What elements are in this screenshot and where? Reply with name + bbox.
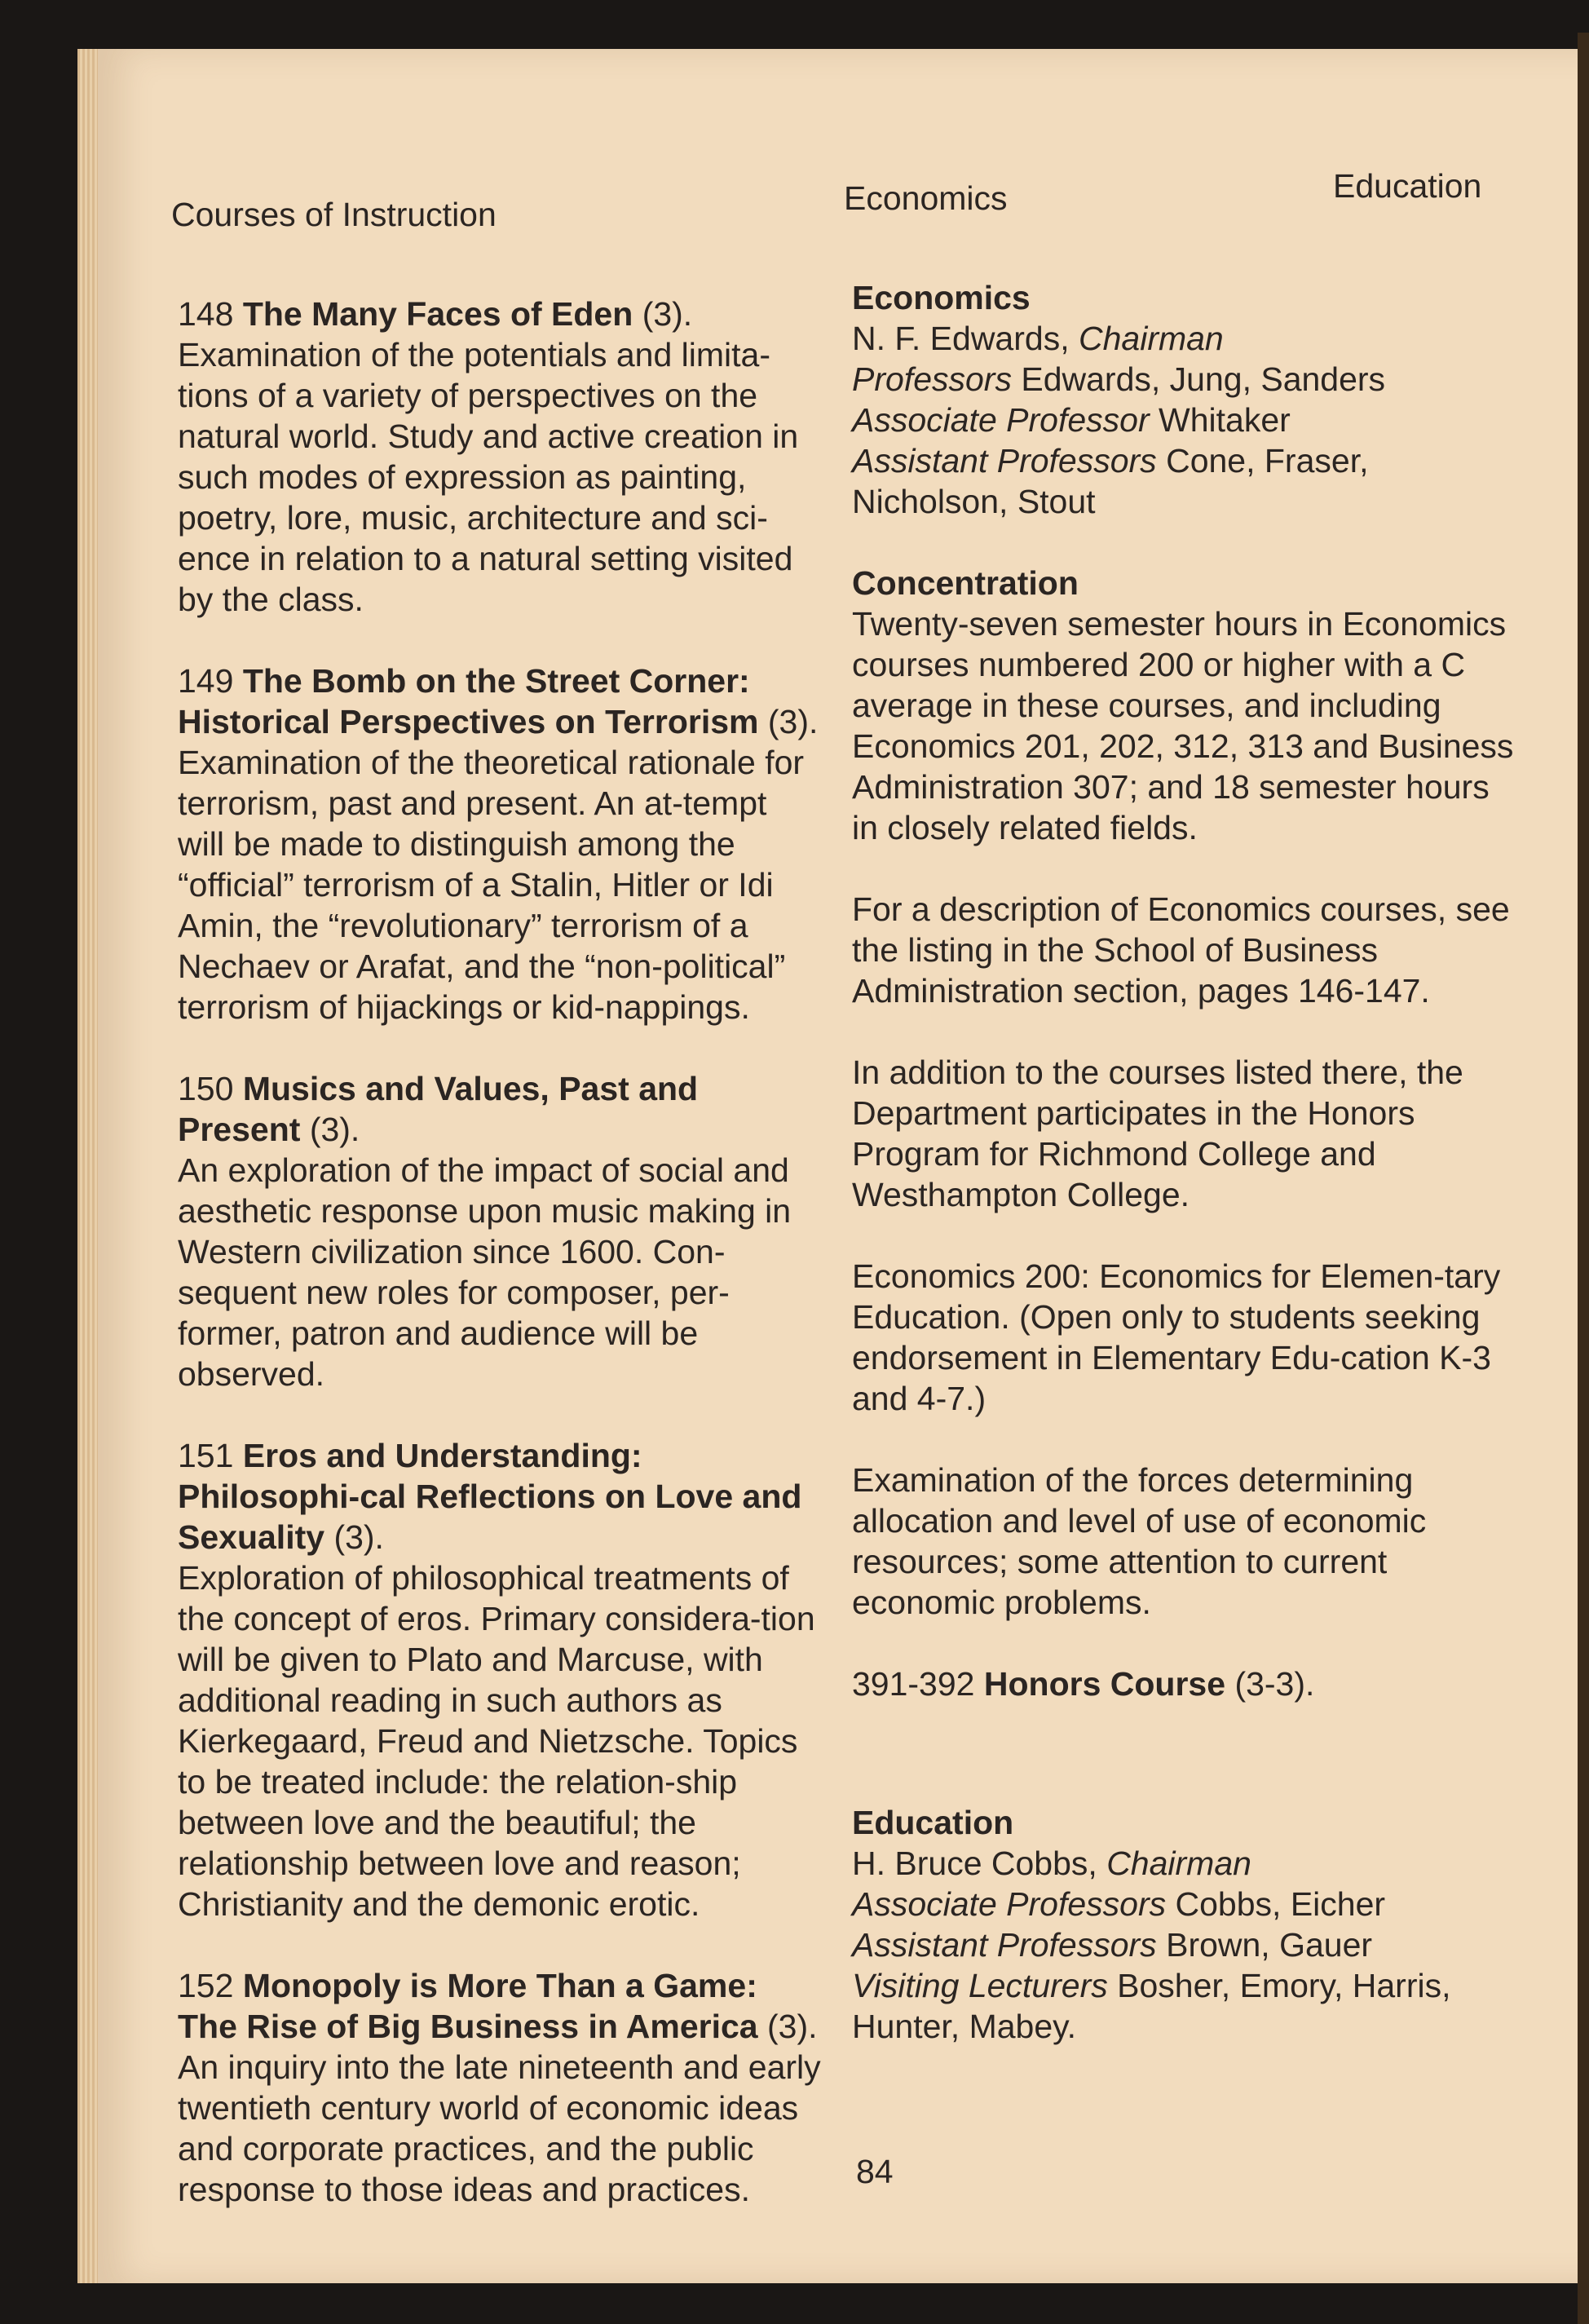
right-column [852, 277, 1521, 2047]
running-head-left: Courses of Instruction [171, 196, 497, 233]
economics-heading: Economics [852, 279, 1031, 316]
course-title: Monopoly is More Than a Game: The Rise of Big Business in America [178, 1967, 758, 2045]
economics-professors [852, 359, 1521, 400]
left-column [178, 294, 822, 2251]
course-description: Examination of the theoretical rationale for terrorism, past and present. An at-tempt will be made to distinguish among the “official” terrorism of a Stalin, Hitler or Idi Amin, the “revolutionary” terrorism of a Nechaev or Arafat, and the “non-political” terrorism of hijackings or kid-nappings. [178, 744, 805, 1026]
staff-name: N. F. Edwards, [852, 320, 1070, 357]
staff-name: H. Bruce Cobbs, [852, 1845, 1097, 1882]
course-title: Honors Course [983, 1665, 1226, 1703]
staff-name: Edwards, Jung, Sanders [1021, 360, 1386, 398]
staff-role: Assistant Professors [852, 442, 1157, 479]
course-credits: (3-3). [1234, 1665, 1315, 1703]
course-entry-148 [178, 294, 822, 620]
course-description: Examination of the potentials and limita-tions of a variety of perspectives on the natural world. Study and active creation in such modes of expression as painting, poetry, lore, music, architecture and sci-ence in relation to a natural setting visited by the class. [178, 336, 799, 618]
education-section [852, 1802, 1521, 2047]
staff-role: Professors [852, 360, 1012, 398]
economics-paragraph: Examination of the forces determining allocation and level of use of economic resources; some attention to current economic problems. [852, 1461, 1427, 1621]
economics-paragraph: In addition to the courses listed there, the Department participates in the Honors Program for Richmond College and Westhampton College. [852, 1054, 1463, 1213]
course-number: 391-392 [852, 1665, 975, 1703]
running-head-right: Education [1333, 167, 1482, 205]
running-head-center: Economics [844, 179, 1008, 217]
honors-course-entry [852, 1663, 1521, 1704]
course-title: Eros and Understanding: Philosophi-cal Reflections on Love and Sexuality [178, 1437, 802, 1556]
education-assistant-professors [852, 1924, 1521, 1965]
course-credits: (3). [309, 1111, 360, 1148]
course-number: 150 [178, 1070, 234, 1107]
course-number: 152 [178, 1967, 234, 2004]
concentration-section [852, 563, 1521, 848]
staff-role: Assistant Professors [852, 1926, 1157, 1964]
economics-paragraph: For a description of Economics courses, see the listing in the School of Business Administration section, pages 146-147. [852, 890, 1510, 1010]
economics-assistant-professors [852, 440, 1521, 522]
staff-role: Associate Professor [852, 401, 1150, 439]
staff-name: Bosher, Emory, Harris, Hunter, Mabey. [852, 1967, 1451, 2045]
course-title: The Bomb on the Street Corner: Historical Perspectives on Terrorism [178, 662, 759, 740]
course-credits: (3). [642, 295, 693, 333]
staff-role: Chairman [1106, 1845, 1251, 1882]
staff-name: Cobbs, Eicher [1175, 1885, 1386, 1923]
economics-associate-professor [852, 400, 1521, 440]
course-credits: (3). [333, 1518, 384, 1556]
staff-role: Visiting Lecturers [852, 1967, 1108, 2004]
course-number: 149 [178, 662, 234, 700]
course-entry-151 [178, 1435, 822, 1924]
education-heading: Education [852, 1804, 1014, 1841]
course-description: Exploration of philosophical treatments of the concept of eros. Primary considera-tion will be given to Plato and Marcuse, with additional reading in such authors as Kierkegaard, Freud and Nietzsche. Topics to be treated include: the relation-ship between love and the beautiful; the relationship between love and reason; Christianity and the demonic erotic. [178, 1559, 815, 1923]
course-title: The Many Faces of Eden [242, 295, 633, 333]
economics-section [852, 277, 1521, 522]
course-number: 148 [178, 295, 234, 333]
staff-role: Chairman [1079, 320, 1224, 357]
binding-edge [1578, 33, 1589, 2324]
staff-name: Whitaker [1159, 401, 1291, 439]
course-title: Musics and Values, Past and Present [178, 1070, 699, 1148]
education-visiting-lecturers [852, 1965, 1521, 2047]
concentration-heading: Concentration [852, 564, 1079, 602]
education-chairman [852, 1843, 1521, 1884]
course-description: An exploration of the impact of social and aesthetic response upon music making in Western civilization since 1600. Con-sequent new roles for composer, per-former, patron and audience will be observed. [178, 1151, 792, 1393]
concentration-text: Twenty-seven semester hours in Economics courses numbered 200 or higher with a C average in these courses, and including Economics 201, 202, 312, 313 and Business Administration 307; and 18 semester hours in closely related fields. [852, 605, 1514, 846]
course-description: An inquiry into the late nineteenth and early twentieth century world of economic ideas and corporate practices, and the public response to those ideas and practices. [178, 2048, 821, 2208]
staff-name: Brown, Gauer [1166, 1926, 1373, 1964]
course-credits: (3). [767, 703, 819, 740]
economics-paragraph: Economics 200: Economics for Elemen-tary Education. (Open only to students seeking endorsement in Elementary Edu-cation K-3 and 4-7.) [852, 1257, 1501, 1417]
course-number: 151 [178, 1437, 234, 1474]
page-number: 84 [856, 2153, 894, 2190]
economics-chairman [852, 318, 1521, 359]
education-associate-professors [852, 1884, 1521, 1924]
course-credits: (3). [767, 2008, 818, 2045]
course-entry-149 [178, 661, 822, 1027]
course-entry-152 [178, 1965, 822, 2210]
staff-role: Associate Professors [852, 1885, 1167, 1923]
course-entry-150 [178, 1068, 822, 1394]
staff-name: Cone, Fraser, Nicholson, Stout [852, 442, 1369, 520]
